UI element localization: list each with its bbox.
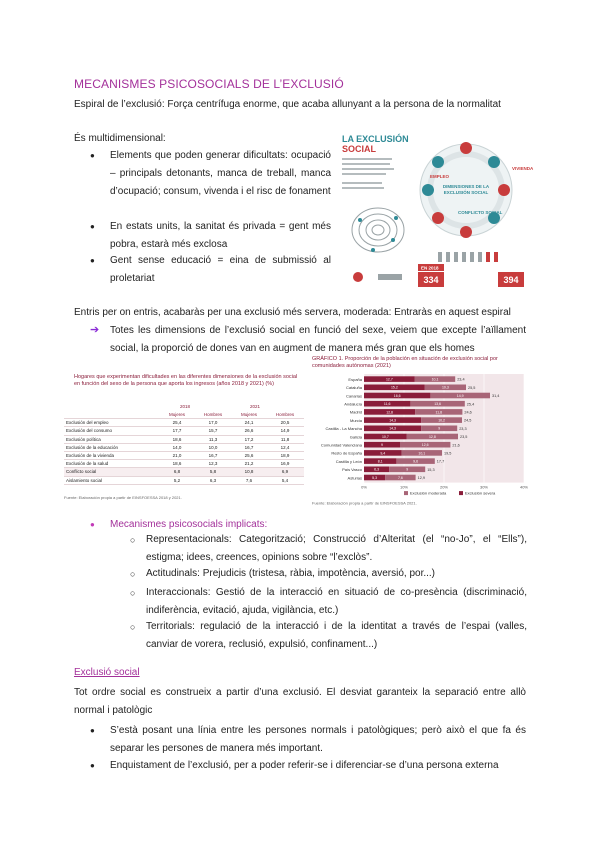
table-cell: 5,2 — [160, 476, 194, 484]
table-row — [64, 427, 304, 435]
chart-category-label: Murcia — [349, 417, 362, 423]
table-cell: 14,9 — [266, 427, 304, 435]
table-row-label: Exclusión del empleo — [64, 419, 160, 427]
table-cell: 18,6 — [160, 460, 194, 468]
chart-data-label: 14,3 — [389, 426, 397, 431]
table-row — [64, 468, 304, 476]
list-item: Elements que poden generar dificultats: ocupació – principals detonants, manca de treball, manca d’ocupació; consum, vivenda i el risc de fonament — [110, 150, 331, 197]
table-cell: 6,9 — [266, 468, 304, 476]
table-header-row — [64, 411, 304, 419]
bullet-marker: ● — [90, 151, 95, 160]
table-header-cell: Hombres — [266, 411, 304, 419]
chart-total-label: 23,4 — [457, 377, 465, 382]
mecanisme-item: Actitudinals: Prejudicis (tristesa, ràbia, impotència, aversió, por...) — [146, 568, 436, 579]
list-item: Enquistament de l’exclusió, per a poder referir-se i diferenciar-se d’una persona externa — [110, 760, 499, 771]
chart-data-label: 5,3 — [372, 475, 378, 480]
table-cell: 18,9 — [266, 451, 304, 459]
chart-data-label: 9,6 — [413, 459, 419, 464]
table-cell: 18,6 — [160, 435, 194, 443]
chart-x-tick-label: 20% — [439, 484, 449, 490]
infographic-image — [338, 130, 534, 290]
paragraph-exclusio: Tot ordre social es construeix a partir d’una exclusió. El desviat garanteix la separació entre allò normal i patològic — [74, 687, 526, 716]
table-header-cell: Hombres — [194, 411, 232, 419]
bullet-marker: ● — [90, 256, 95, 265]
table-cell: 26,6 — [232, 427, 266, 435]
chart-category-label: Comunidad Valenciana — [320, 442, 362, 448]
chart-x-tick-label: 40% — [519, 484, 529, 490]
table-cell: 21,0 — [160, 451, 194, 459]
chart-data-label: 12,8 — [386, 410, 394, 415]
table-cell: 15,7 — [194, 427, 232, 435]
chart-data-label: 12,7 — [385, 377, 393, 382]
infographic-center-text-2: EXCLUSIÓN SOCIAL — [443, 190, 489, 195]
page-title: MECANISMES PSICOSOCIALS DE L’EXCLUSIÓ — [74, 77, 344, 91]
mecanisme-item: Representacionals: Categorització; Construcció d’Alteritat (el “no-Jo”, el “Ells”), estigma; idees, creences, opinions sobre “l’exclòs”. — [146, 534, 527, 563]
table-row-label: Exclusión de la vivienda — [64, 451, 160, 459]
table-row — [64, 460, 304, 468]
chart-data-label: 16,6 — [393, 393, 401, 398]
table-cell: 25,6 — [232, 451, 266, 459]
infographic-label-empleo: EMPLEO — [430, 174, 450, 179]
chart-total-label: 21,6 — [452, 443, 460, 448]
table-cell: 5,4 — [266, 476, 304, 484]
table-header-empty — [64, 411, 160, 419]
chart-data-label: 12,8 — [428, 434, 436, 439]
bullet-marker: ● — [90, 761, 95, 770]
table-row-label: Exclusión política — [64, 435, 160, 443]
list-item: En estats units, la sanitat és privada = gent més pobra, estarà més exclosa — [110, 221, 331, 250]
chart-category-label: Galicia — [349, 434, 362, 440]
chart-total-label: 12,9 — [417, 476, 425, 481]
chart-total-label: 31,4 — [492, 394, 500, 399]
chart-legend-swatch — [404, 491, 408, 495]
table-cell: 16,7 — [194, 451, 232, 459]
table-cell: 10,8 — [232, 468, 266, 476]
table-row — [64, 435, 304, 443]
table-cell: 12,3 — [194, 460, 232, 468]
chart-data-label: 9 — [381, 443, 383, 448]
infographic-label-vivienda: VIVIENDA — [512, 166, 534, 171]
chart-data-label: 6,3 — [374, 467, 380, 472]
bullet-marker: ● — [90, 520, 95, 529]
table-cell: 10,0 — [194, 443, 232, 451]
mecanismes-title: Mecanismes psicosocials implicats: — [110, 519, 268, 530]
chart-data-label: 10,1 — [418, 451, 426, 456]
arrow-icon: ➔ — [90, 324, 100, 336]
chart-category-label: Cataluña — [345, 385, 362, 391]
table-caption: Hogares que experimentan dificultades en las diferentes dimensiones de la exclusión social en función del sexo de la persona que aporta los ingresos (años 2018 y 2021) (%) — [74, 374, 298, 387]
bullet-marker: ● — [90, 726, 95, 735]
chart-source: Fuente: Elaboración propia a partir de EINSFOESSA 2021. — [312, 500, 417, 506]
paragraph-spiral: Entris per on entris, acabaràs per una exclusió més servera, moderada: Entraràs en aquest espiral — [74, 307, 511, 318]
chart-category-label: Canarias — [345, 393, 362, 399]
chart-category-label: País Vasco — [342, 467, 362, 473]
section-heading-exclusio: Exclusió social — [74, 667, 140, 678]
chart-x-tick-label: 0% — [361, 484, 367, 490]
table-cell: 16,7 — [232, 443, 266, 451]
chart-legend-label: Exclusión moderada — [410, 490, 447, 496]
chart-data-label: 12,6 — [421, 443, 429, 448]
chart-data-label: 8,1 — [377, 459, 383, 464]
chart-data-label: 9 — [438, 426, 441, 431]
sub-bullet-marker: ○ — [130, 569, 136, 579]
infographic-label-conflicto: CONFLICTO SOCIAL — [458, 210, 503, 215]
chart-title-text: Proporción de la población en situación de exclusión social por comunidades autónomas (2021) — [312, 356, 498, 369]
chart-total-label: 23,3 — [459, 426, 467, 431]
chart-x-tick-label: 10% — [399, 484, 409, 490]
paragraph-espiral: Espiral de l’exclusió: Força centrífuga enorme, que acaba allunyant a la persona de la normalitat — [74, 99, 501, 110]
list-item: Gent sense educació = eina de submissió al proletariat — [110, 255, 331, 284]
data-table — [64, 411, 304, 485]
chart-data-label: 13,6 — [434, 402, 442, 407]
chart-x-tick-label: 30% — [479, 484, 489, 490]
chart-data-label: 14,3 — [389, 418, 397, 423]
table-cell: 21,2 — [232, 460, 266, 468]
table-row-label: Exclusión de la educación — [64, 443, 160, 451]
chart-title-prefix: GRÁFICO 1. — [312, 356, 344, 362]
chart-data-label: 10,1 — [431, 377, 439, 382]
table-row — [64, 443, 304, 451]
table-cell: 7,6 — [232, 476, 266, 484]
table-year-header: 2018 2021 — [180, 404, 261, 409]
chart-category-label: Asturias — [347, 475, 362, 481]
table-cell: 17,0 — [194, 419, 232, 427]
infographic-title: LA EXCLUSIÓN — [342, 134, 409, 144]
sub-bullet-marker: ○ — [130, 588, 136, 598]
infographic-number-1: 334 — [423, 275, 439, 285]
table-cell: 6,8 — [160, 468, 194, 476]
chart-total-label: 19,5 — [444, 451, 452, 456]
mecanisme-item: Interaccionals: Gestió de la interacció en situació de co-presència (discriminació, indiferència, evitació, ajuda, vigilància, etc.) — [146, 587, 527, 616]
chart-data-label: 7,6 — [397, 475, 403, 480]
table-hogares — [64, 374, 304, 504]
paragraph-multidim: És multidimensional: — [74, 133, 166, 144]
table-cell: 6,3 — [194, 476, 232, 484]
chart-category-label: Castilla - La Mancha — [325, 426, 362, 432]
table-cell: 5,8 — [194, 468, 232, 476]
chart-category-label: Castilla y León — [335, 458, 362, 464]
chart-data-label: 14,9 — [456, 393, 464, 398]
mecanisme-item: Territorials: regulació de la interacció i de la identitat a través de l’espai (valles, canviar de vorera, reclusió, expulsió, confinament...) — [146, 621, 527, 650]
infographic-center-text: DIMENSIONES DE LA — [442, 184, 490, 189]
table-cell: 17,2 — [232, 435, 266, 443]
bullet-marker: ● — [90, 222, 95, 231]
chart-data-label: 11,8 — [435, 410, 443, 415]
chart-category-label: España — [348, 376, 362, 382]
chart-total-label: 23,5 — [460, 435, 468, 440]
table-row-label: Conflicto social — [64, 468, 160, 476]
table-cell: 24,1 — [232, 419, 266, 427]
chart-category-label: Madrid — [349, 409, 362, 415]
table-cell: 17,7 — [160, 427, 194, 435]
infographic-exclusion-social — [338, 130, 534, 290]
chart-svg — [312, 372, 532, 506]
table-header-cell: Mujeres — [160, 411, 194, 419]
table-header-cell: Mujeres — [232, 411, 266, 419]
table-row — [64, 476, 304, 484]
table-row-label: Exclusión del consumo — [64, 427, 160, 435]
table-cell: 20,5 — [266, 419, 304, 427]
table-cell: 14,0 — [160, 443, 194, 451]
table-row — [64, 451, 304, 459]
chart-data-label: 10,7 — [381, 434, 389, 439]
chart-data-label: 9 — [406, 467, 409, 472]
chart-exclusion-ccaa — [312, 356, 532, 506]
chart-total-label: 25,5 — [468, 385, 476, 390]
sub-bullet-marker: ○ — [130, 622, 136, 632]
chart-data-label: 10,3 — [441, 385, 449, 390]
chart-total-label: 24,5 — [464, 418, 472, 423]
chart-total-label: 24,6 — [464, 410, 472, 415]
chart-total-label: 25,4 — [466, 402, 475, 407]
infographic-label-year: EN 2018 — [421, 265, 439, 271]
table-cell: 16,9 — [266, 460, 304, 468]
paragraph-arrow: Totes les dimensions de l’exclusió social en funció del sexe, veiem que excepte l’aïllament social, la proporció de dones van en augment de manera més gran que els homes — [110, 325, 526, 354]
chart-title — [312, 356, 532, 370]
chart-data-label: 10,2 — [438, 418, 446, 423]
chart-total-label: 17,7 — [436, 459, 445, 464]
chart-data-label: 9,4 — [380, 451, 386, 456]
chart-legend-label: Exclusión severa — [465, 490, 496, 496]
chart-category-label: Andalucía — [344, 401, 362, 407]
chart-data-label: 15,2 — [390, 385, 398, 390]
table-cell: 11,8 — [266, 435, 304, 443]
chart-category-label: Resto de España — [331, 450, 362, 456]
infographic-title-2: SOCIAL — [342, 144, 377, 154]
chart-data-label: 11,6 — [383, 402, 391, 407]
list-item: S’està posant una línia entre les persones normals i patològiques; però això el que fa és separar les persones de manera més important. — [110, 725, 526, 754]
table-cell: 12,4 — [266, 443, 304, 451]
table-row — [64, 419, 304, 427]
table-source: Fuente: Elaboración propia a partir de EINSFOESSA 2018 y 2021. — [64, 495, 182, 500]
infographic-number-2: 394 — [503, 275, 519, 285]
table-row-label: Aislamiento social — [64, 476, 160, 484]
table-cell: 25,4 — [160, 419, 194, 427]
sub-bullet-marker: ○ — [130, 535, 136, 545]
chart-total-label: 15,3 — [427, 467, 435, 472]
chart-legend-swatch — [459, 491, 463, 495]
table-row-label: Exclusión de la salud — [64, 460, 160, 468]
table-cell: 11,3 — [194, 435, 232, 443]
